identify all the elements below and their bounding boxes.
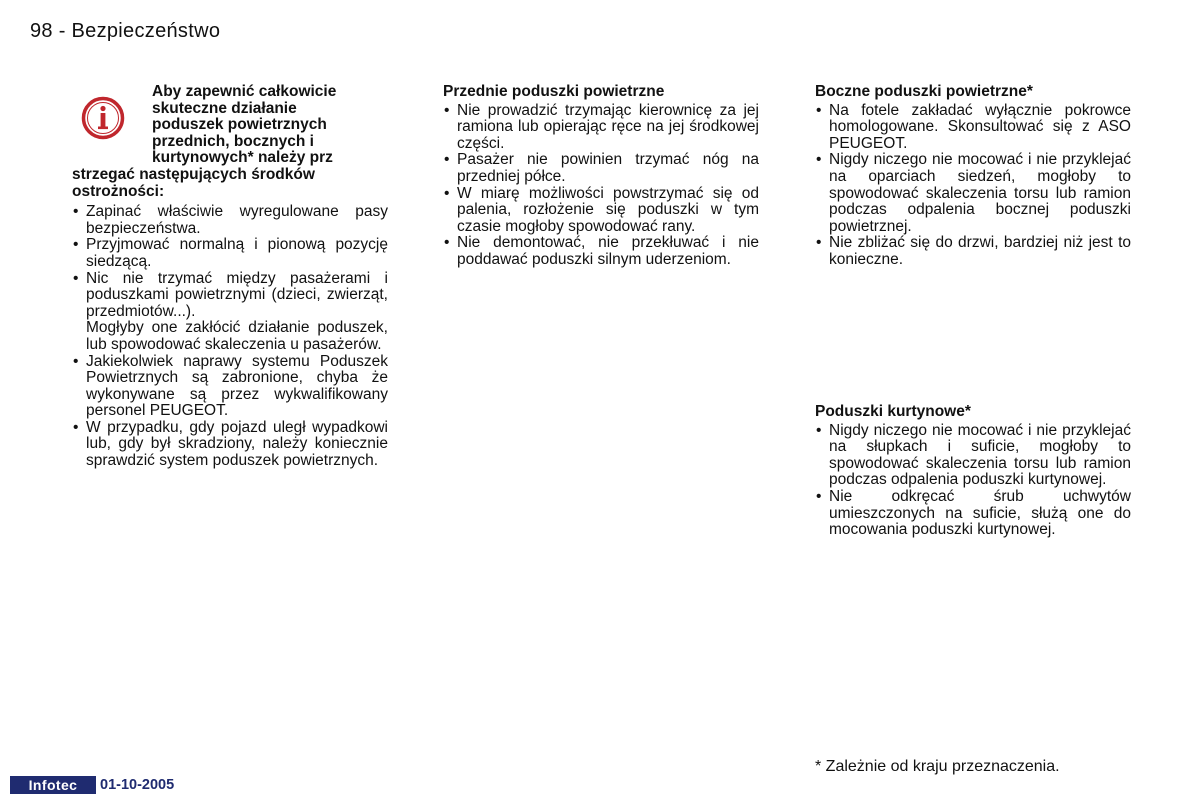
list-item-text: • Nic nie trzymać między pasażerami i poduszkami powietrznymi (dzieci, zwierząt, przedmiotów...). — [86, 269, 388, 320]
curtain-airbags-list — [815, 423, 1131, 539]
intro-line: Aby zapewnić całkowicie — [152, 83, 337, 100]
intro-bullet-list — [72, 204, 388, 470]
list-item: • Nie odkręcać śrub uchwytów umieszczonych na suficie, służą one do mocowania poduszki kurtynowej. — [815, 489, 1131, 539]
list-item-continuation: Mogłyby one zakłócić działanie poduszek, lub spowodować skaleczenia u pasażerów. — [86, 319, 388, 353]
curtain-airbags-section — [815, 404, 1131, 539]
intro-line: kurtynowych* należy prz — [152, 149, 333, 167]
intro-line: strzegać następujących środków ostrożności: — [72, 165, 315, 200]
front-airbags-list — [443, 103, 759, 269]
side-airbags-section — [815, 84, 1131, 269]
intro-line: poduszek powietrznych — [152, 116, 327, 134]
list-item: • Zapinać właściwie wyregulowane pasy bezpieczeństwa. — [72, 204, 388, 237]
section-title: Boczne poduszki powietrzne* — [815, 83, 1033, 100]
section-title: Przednie poduszki powietrzne — [443, 83, 665, 100]
list-item: • Na fotele zakładać wyłącznie pokrowce homologowane. Skonsultować się z ASO PEUGEOT. — [815, 103, 1131, 153]
intro-column — [72, 84, 388, 470]
intro-line: skuteczne działanie — [152, 99, 297, 117]
list-item: • Pasażer nie powinien trzymać nóg na przedniej półce. — [443, 152, 759, 185]
intro-block — [72, 84, 388, 200]
list-item: • Nie prowadzić trzymając kierownicę za jej ramiona lub opierając ręce na jej środkowej części. — [443, 103, 759, 153]
infotec-logo: Infotec — [10, 776, 96, 794]
list-item: • Nigdy niczego nie mocować i nie przyklejać na oparciach siedzeń, mogłoby to spowodować skaleczenia torsu lub ramion podczas odpalenia bocznej poduszki powietrznej. — [815, 152, 1131, 235]
side-airbags-list — [815, 103, 1131, 269]
info-icon — [81, 96, 125, 140]
list-item: • Przyjmować normalną i pionową pozycję siedzącą. — [72, 237, 388, 270]
front-airbags-section — [443, 84, 759, 269]
list-item: • Nigdy niczego nie mocować i nie przyklejać na słupkach i suficie, mogłoby to spowodować skaleczenia torsu lub ramion podczas odpalenia poduszki kurtynowej. — [815, 423, 1131, 489]
section-title: Poduszki kurtynowe* — [815, 403, 971, 420]
list-item: • W przypadku, gdy pojazd uległ wypadkowi lub, gdy był skradziony, należy koniecznie sprawdzić system poduszek powietrznych. — [72, 420, 388, 470]
list-item: • Jakiekolwiek naprawy systemu Poduszek Powietrznych są zabronione, chyba że wykonywane są przez wykwalifikowany personel PEUGEOT. — [72, 354, 388, 420]
list-item: • W miarę możliwości powstrzymać się od palenia, rozłożenie się poduszki w tym czasie mogłoby spowodować rany. — [443, 186, 759, 236]
intro-line: przednich, bocznych i — [152, 132, 314, 150]
footnote: * Zależnie od kraju przeznaczenia. — [815, 758, 1060, 775]
list-item — [72, 271, 388, 354]
list-item: • Nie zbliżać się do drzwi, bardziej niż jest to konieczne. — [815, 235, 1131, 268]
list-item: • Nie demontować, nie przekłuwać i nie poddawać poduszki silnym uderzeniom. — [443, 235, 759, 268]
print-date: 01-10-2005 — [100, 777, 175, 793]
page-title: 98 - Bezpieczeństwo — [30, 20, 221, 42]
